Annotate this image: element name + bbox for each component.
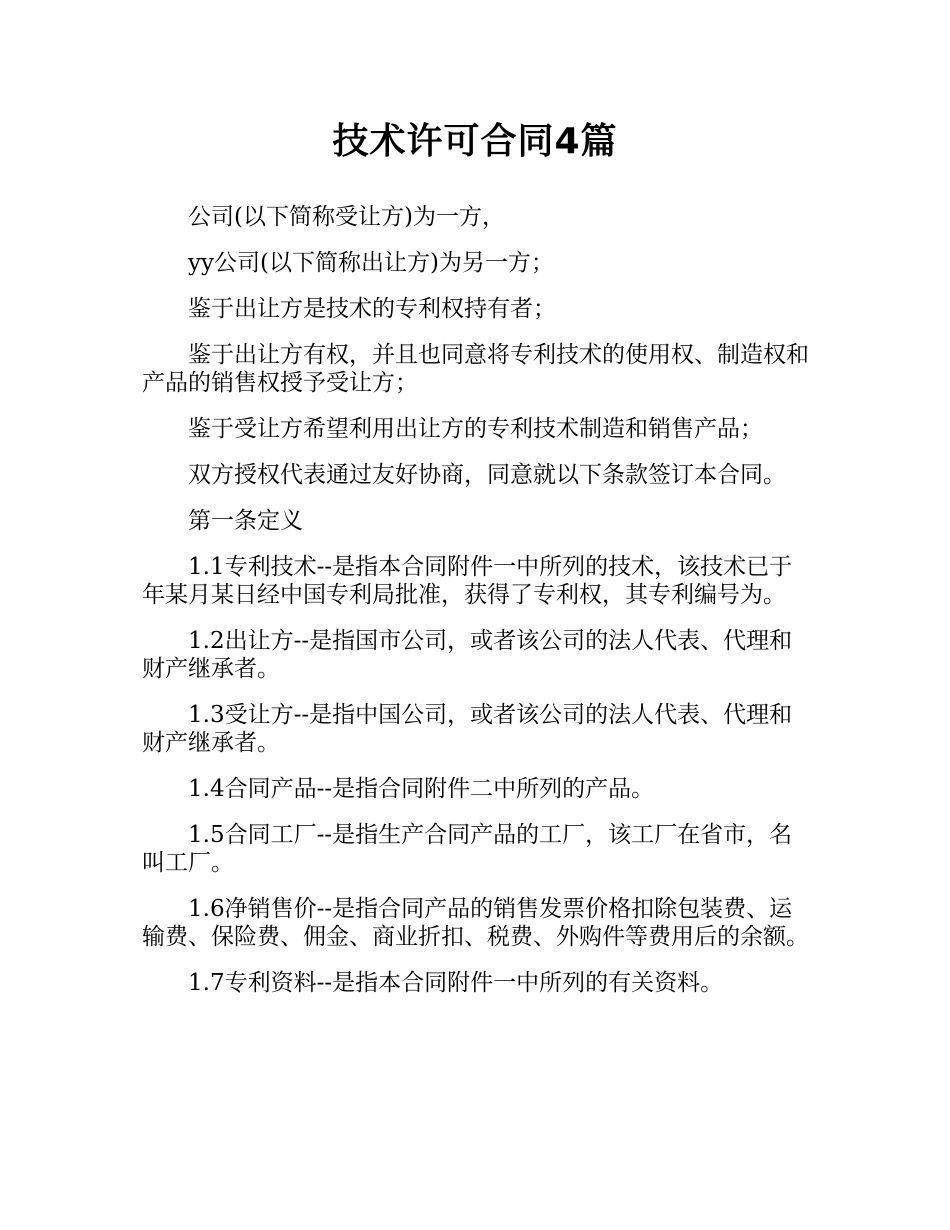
document-title: 技术许可合同4篇 (332, 121, 618, 162)
clause-1-4: 1.4合同产品--是指合同附件二中所列的产品。 (188, 776, 655, 802)
clause-1-5: 1.5合同工厂--是指生产合同产品的工厂，该工厂在省市，名叫工厂。 (142, 822, 793, 876)
paragraph-whereas-receiver-wish: 鉴于受让方希望利用出让方的专利技术制造和销售产品； (188, 416, 763, 442)
paragraph-parties-receiver: 公司(以下简称受让方)为一方， (188, 204, 505, 230)
clause-1-6: 1.6净销售价--是指合同产品的销售发票价格扣除包装费、运输费、保险费、佣金、商业折扣、税费、外购件等费用后的余额。 (142, 896, 809, 950)
document-body (142, 203, 814, 1015)
section-heading-definitions: 第一条定义 (188, 508, 303, 534)
paragraph-whereas-patent-holder: 鉴于出让方是技术的专利权持有者； (188, 296, 556, 322)
clause-1-7: 1.7专利资料--是指本合同附件一中所列的有关资料。 (188, 970, 724, 996)
clause-1-3: 1.3受让方--是指中国公司，或者该公司的法人代表、代理和财产继承者。 (142, 702, 793, 756)
clause-1-1: 1.1专利技术--是指本合同附件一中所列的技术，该技术已于年某月某日经中国专利局批准，获得了专利权，其专利编号为。 (142, 554, 793, 608)
paragraph-agreement: 双方授权代表通过友好协商，同意就以下条款签订本合同。 (188, 462, 786, 488)
paragraph-parties-licensor: yy公司(以下简称出让方)为另一方； (188, 250, 554, 276)
clause-1-2: 1.2出让方--是指国市公司，或者该公司的法人代表、代理和财产继承者。 (142, 628, 793, 682)
paragraph-whereas-grant-rights: 鉴于出让方有权，并且也同意将专利技术的使用权、制造权和产品的销售权授予受让方； (142, 342, 809, 396)
